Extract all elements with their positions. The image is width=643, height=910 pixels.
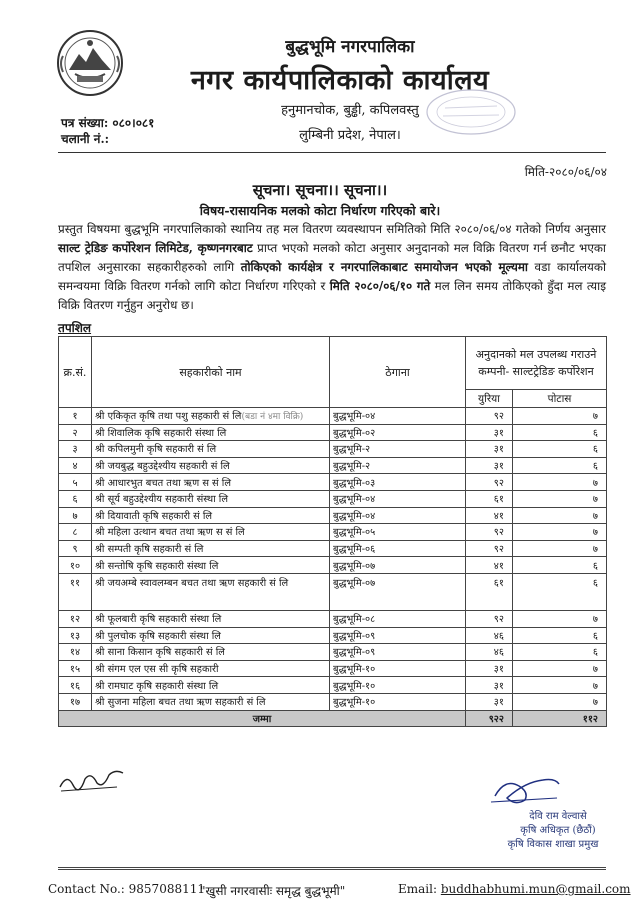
row-urea-text: ९२: [493, 544, 504, 556]
row-sn: [59, 424, 92, 441]
row-address-text: बुद्धभूमि-०९: [333, 630, 376, 642]
row-address: [330, 424, 466, 441]
email-link[interactable]: buddhabhumi.mun@gmail.com: [440, 882, 631, 896]
row-sn: [59, 524, 92, 541]
row-address-text: बुद्धभूमि-०४: [333, 494, 376, 506]
row-name-text: श्री सूर्य बहुउद्देश्यीय सहकारी संस्था लि: [95, 494, 228, 506]
row-name-text: श्री रामघाट कृषि सहकारी संस्था लि: [95, 680, 219, 692]
row-sn: [59, 490, 92, 507]
row-urea-text: ९२: [493, 477, 504, 489]
row-urea-text: ३१: [493, 444, 504, 456]
row-sn: [59, 507, 92, 524]
row-address-text: बुद्धभूमि-०९: [333, 647, 376, 659]
row-name-text: श्री पुलचोक कृषि सहकारी संस्था लि: [95, 630, 221, 642]
row-address-text: बुद्धभूमि-०४: [333, 411, 376, 423]
row-potash-text: ७: [592, 494, 599, 506]
body-bold-part: तोकिएको कार्यक्षेत्र र नगरपालिकाबाट समायोजन भएको मूल्यमा: [240, 260, 528, 274]
row-urea-text: ३१: [493, 697, 504, 709]
row-address-text: बुद्धभूमि-१०: [333, 664, 376, 676]
row-urea: [466, 557, 513, 574]
row-urea-text: ४६: [493, 630, 504, 642]
row-sn-text: ६: [72, 494, 78, 506]
row-urea: [466, 573, 513, 610]
col-header-sn: क्र.सं.: [59, 337, 92, 408]
row-potash-text: ७: [592, 697, 599, 709]
row-urea: [466, 474, 513, 491]
row-sn: [59, 573, 92, 610]
row-sn: [59, 610, 92, 627]
row-sn: [59, 408, 92, 425]
table-row: [59, 610, 607, 627]
row-address-text: बुद्धभूमि-२: [333, 444, 371, 456]
total-row: [59, 710, 607, 727]
row-potash: [513, 540, 607, 557]
email-label: Email:: [398, 882, 441, 896]
row-potash: [513, 610, 607, 627]
row-potash: [513, 627, 607, 644]
row-urea: [466, 408, 513, 425]
signatory-title: कृषि अधिकृत (छैठौं): [520, 825, 596, 836]
row-address-text: बुद्धभूमि-०७: [333, 560, 376, 572]
body-text-part: प्राप्त भएको मलको कोटा अनुसार अनुदानको मल विक्रि वितरण गर्न छनौट भएका तपशिल अनुसारका सहकारीहरुको लागि: [58, 241, 606, 274]
row-name: [92, 557, 330, 574]
table-row: [59, 677, 607, 694]
row-sn-text: १७: [69, 697, 81, 709]
row-urea-text: ४६: [493, 647, 504, 659]
fertilizer-quota-table: [58, 336, 607, 727]
letter-date: मिति-२०८०/०६/०४: [524, 165, 607, 179]
row-name: [92, 474, 330, 491]
row-name-text: श्री सुजना महिला बचत तथा ऋण सहकारी सं लि: [95, 697, 266, 709]
row-potash-text: ६: [592, 560, 599, 572]
row-potash-text: ७: [592, 544, 599, 556]
row-potash-text: ६: [592, 577, 599, 589]
body-bold-part: मिति २०८०/०६/१० गते: [329, 279, 431, 293]
table-row: [59, 507, 607, 524]
row-name: [92, 408, 330, 425]
row-name: [92, 507, 330, 524]
row-name-text: श्री जयअम्बे स्वावलम्बन बचत तथा ऋण सहकारी सं लि: [95, 577, 289, 589]
row-address-text: बुद्धभूमि-०३: [333, 477, 376, 489]
letter-body: [58, 220, 606, 315]
row-potash-text: ६: [592, 444, 599, 456]
table-row: [59, 524, 607, 541]
row-sn-text: २: [72, 427, 78, 439]
row-urea: [466, 457, 513, 474]
row-potash-text: ६: [592, 461, 599, 473]
row-name-text: श्री सन्तोषि कृषि सहकारी संस्था लि: [95, 560, 219, 572]
row-sn-text: ५: [72, 477, 78, 489]
row-sn: [59, 693, 92, 710]
row-potash-text: ६: [592, 427, 599, 439]
row-name: [92, 524, 330, 541]
header-divider: [58, 152, 606, 153]
total-label: जम्मा: [59, 710, 466, 727]
row-sn: [59, 441, 92, 458]
row-address-text: बुद्धभूमि-०६: [333, 544, 376, 556]
reference-number: पत्र संख्या: ०८०।०८१: [61, 116, 155, 130]
row-name-text: श्री सम्पती कृषि सहकारी सं लि: [95, 544, 204, 556]
row-urea-text: ९२: [493, 527, 504, 539]
row-address-text: बुद्धभूमि-१०: [333, 680, 376, 692]
row-name-text: श्री आधारभुत बचत तथा ऋण स सं लि: [95, 477, 231, 489]
row-name-text: श्री जयबुद्ध बहुउद्देश्यीय सहकारी सं लि: [95, 461, 230, 473]
table-row: [59, 573, 607, 610]
row-sn-text: ७: [72, 510, 78, 522]
row-sn: [59, 474, 92, 491]
row-name: [92, 457, 330, 474]
row-address-text: बुद्धभूमि-०४: [333, 510, 376, 522]
row-sn: [59, 677, 92, 694]
row-potash: [513, 557, 607, 574]
col-header-potash: पोटास: [513, 390, 607, 408]
email-line: [398, 882, 631, 896]
row-sn-text: १: [72, 411, 78, 423]
row-potash: [513, 408, 607, 425]
municipality-emblem-icon: [55, 28, 125, 98]
signature-right-icon: [485, 772, 565, 808]
row-address-text: बुद्धभूमि-०२: [333, 427, 376, 439]
row-sn-text: १२: [69, 614, 81, 626]
row-urea: [466, 540, 513, 557]
row-sn-text: १०: [69, 560, 81, 572]
row-address: [330, 457, 466, 474]
table-row: [59, 441, 607, 458]
table-row: [59, 644, 607, 661]
row-potash: [513, 457, 607, 474]
row-sn: [59, 660, 92, 677]
row-address-text: बुद्धभूमि-२: [333, 461, 371, 473]
row-potash-text: ७: [592, 614, 599, 626]
row-sn-text: ९: [72, 544, 78, 556]
table-row: [59, 557, 607, 574]
org-name: बुद्धभूमि नगरपालिका: [285, 37, 415, 57]
col-header-address: ठेगाना: [330, 337, 466, 408]
row-potash-text: ६: [592, 630, 599, 642]
row-address-text: बुद्धभूमि-०७: [333, 577, 376, 589]
row-name-text: श्री एकिकृत कृषि तथा पशु सहकारी सं लि: [95, 411, 242, 423]
row-name: [92, 610, 330, 627]
row-address: [330, 408, 466, 425]
office-province: लुम्बिनी प्रदेश, नेपाल।: [299, 128, 401, 143]
row-urea: [466, 627, 513, 644]
row-potash: [513, 424, 607, 441]
row-name: [92, 573, 330, 610]
dispatch-number: चलानी नं.:: [61, 132, 110, 146]
row-urea-text: ३१: [493, 664, 504, 676]
row-urea: [466, 677, 513, 694]
row-name: [92, 627, 330, 644]
row-potash: [513, 573, 607, 610]
row-address: [330, 627, 466, 644]
row-sn-text: ३: [72, 444, 78, 456]
row-name: [92, 490, 330, 507]
row-urea: [466, 610, 513, 627]
row-urea: [466, 490, 513, 507]
body-text-part: प्रस्तुत विषयमा बुद्धभूमि नगरपालिकाको स्थानिय तह मल वितरण व्यवस्थापन समितिको मिति २०८०/०६/०४ गतेको निर्णय अनुसार: [58, 222, 606, 236]
table-row: [59, 490, 607, 507]
table-row: [59, 424, 607, 441]
row-sn-text: १५: [69, 664, 81, 676]
row-name-text: श्री कपिलमुनी कृषि सहकारी सं लि: [95, 444, 217, 456]
col-header-urea: युरिया: [466, 390, 513, 408]
row-sn: [59, 644, 92, 661]
row-name: [92, 540, 330, 557]
letter-subject: विषय-रासायनिक मलको कोटा निर्धारण गरिएको बारे।: [199, 203, 441, 218]
table-row: [59, 457, 607, 474]
col-header-quota: अनुदानको मल उपलब्ध गराउने कम्पनी- साल्टट्रेडिङ कर्पोरेशन: [466, 337, 607, 390]
table-row: [59, 474, 607, 491]
row-potash: [513, 677, 607, 694]
row-sn-text: ११: [69, 577, 81, 589]
row-address-text: बुद्धभूमि-०८: [333, 614, 376, 626]
row-name-text: श्री संगम एल एस सी कृषि सहकारी: [95, 664, 219, 676]
row-potash-text: ७: [592, 664, 599, 676]
table-row: [59, 693, 607, 710]
row-potash: [513, 693, 607, 710]
row-potash-text: ७: [592, 510, 599, 522]
row-urea-text: ६१: [493, 494, 504, 506]
table-caption: तपशिल: [58, 321, 92, 335]
row-potash: [513, 441, 607, 458]
signatory-name: देवि राम वेल्वासे: [529, 811, 587, 822]
row-address: [330, 507, 466, 524]
table-row: [59, 540, 607, 557]
row-name-text: श्री दियावाती कृषि सहकारी सं लि: [95, 510, 213, 522]
row-urea-text: ९२: [493, 614, 504, 626]
row-sn: [59, 557, 92, 574]
body-text-part: वडा कार्यालयको समन्वयमा विक्रि वितरण गर्नको लागि कोटा निर्धारण गरिएको र: [58, 260, 606, 293]
signatory-section: कृषि विकास शाखा प्रमुख: [507, 839, 599, 850]
office-address: हनुमानचोक, बुड्ढी, कपिलवस्तु: [281, 103, 419, 118]
row-urea: [466, 424, 513, 441]
office-name: नगर कार्यपालिकाको कार्यालय: [190, 65, 490, 96]
row-name-text: श्री महिला उत्थान बचत तथा ऋण स सं लि: [95, 527, 245, 539]
row-urea: [466, 507, 513, 524]
row-sn-text: ८: [72, 527, 78, 539]
row-potash-text: ६: [592, 647, 599, 659]
row-address: [330, 557, 466, 574]
table-row: [59, 408, 607, 425]
table-row: [59, 627, 607, 644]
footer-divider: [58, 867, 606, 870]
body-text-part: मल लिन समय तोकिएको हुँदा मल त्याइ विक्रि वितरण गर्नुहुन अनुरोध छ।: [58, 279, 606, 312]
table-row: [59, 660, 607, 677]
row-address: [330, 540, 466, 557]
row-name-text: श्री फूलबारी कृषि सहकारी संस्था लि: [95, 614, 222, 626]
row-sn-text: ४: [72, 461, 78, 473]
office-stamp-icon: [425, 88, 517, 136]
row-potash-text: ७: [592, 527, 599, 539]
row-address: [330, 677, 466, 694]
row-urea: [466, 524, 513, 541]
notice-heading: सूचना। सूचना।। सूचना।।: [252, 181, 388, 199]
row-potash-text: ७: [592, 680, 599, 692]
total-potash: ११२: [513, 710, 607, 727]
row-urea: [466, 644, 513, 661]
row-potash: [513, 507, 607, 524]
row-address: [330, 441, 466, 458]
col-header-name: सहकारीको नाम: [92, 337, 330, 408]
row-name-text: श्री शिवालिक कृषि सहकारी संस्था लि: [95, 427, 227, 439]
row-address: [330, 573, 466, 610]
row-potash: [513, 660, 607, 677]
row-potash-text: ७: [592, 477, 599, 489]
row-sn: [59, 540, 92, 557]
row-name: [92, 677, 330, 694]
row-address: [330, 610, 466, 627]
row-name: [92, 441, 330, 458]
row-potash: [513, 644, 607, 661]
row-address: [330, 644, 466, 661]
row-potash: [513, 524, 607, 541]
row-urea-text: ३१: [493, 680, 504, 692]
total-urea: ९२२: [466, 710, 513, 727]
row-sn-text: १३: [69, 630, 81, 642]
row-urea-text: ६१: [493, 577, 504, 589]
row-address-text: बुद्धभूमि-०५: [333, 527, 376, 539]
row-sn: [59, 627, 92, 644]
row-name: [92, 644, 330, 661]
body-bold-part: साल्ट ट्रेडिङ कर्पोरेशन लिमिटेड, कृष्णनगरबाट: [58, 241, 253, 255]
row-urea: [466, 441, 513, 458]
row-urea-text: ३१: [493, 427, 504, 439]
row-urea-text: ४१: [493, 510, 504, 522]
row-address: [330, 693, 466, 710]
row-urea-text: ३१: [493, 461, 504, 473]
row-urea: [466, 660, 513, 677]
row-handwritten-note: (बडा नं ४मा विक्रि): [241, 412, 304, 423]
row-urea: [466, 693, 513, 710]
row-address: [330, 660, 466, 677]
row-address-text: बुद्धभूमि-१०: [333, 697, 376, 709]
row-name-text: श्री साना किसान कृषि सहकारी सं लि: [95, 647, 225, 659]
row-address: [330, 490, 466, 507]
row-urea-text: ९२: [493, 411, 504, 423]
row-sn-text: १४: [69, 647, 81, 659]
row-sn: [59, 457, 92, 474]
signature-left-icon: [57, 765, 127, 795]
row-urea-text: ४१: [493, 560, 504, 572]
row-potash: [513, 474, 607, 491]
row-potash: [513, 490, 607, 507]
contact-number: Contact No.: 9857088111: [48, 882, 206, 896]
row-name: [92, 424, 330, 441]
row-name: [92, 660, 330, 677]
row-address: [330, 524, 466, 541]
row-address: [330, 474, 466, 491]
municipality-slogan: "खुसी नगरवासीः समृद्ध बुद्धभूमी": [200, 884, 346, 898]
row-potash-text: ७: [592, 411, 599, 423]
row-sn-text: १६: [69, 680, 81, 692]
row-name: [92, 693, 330, 710]
